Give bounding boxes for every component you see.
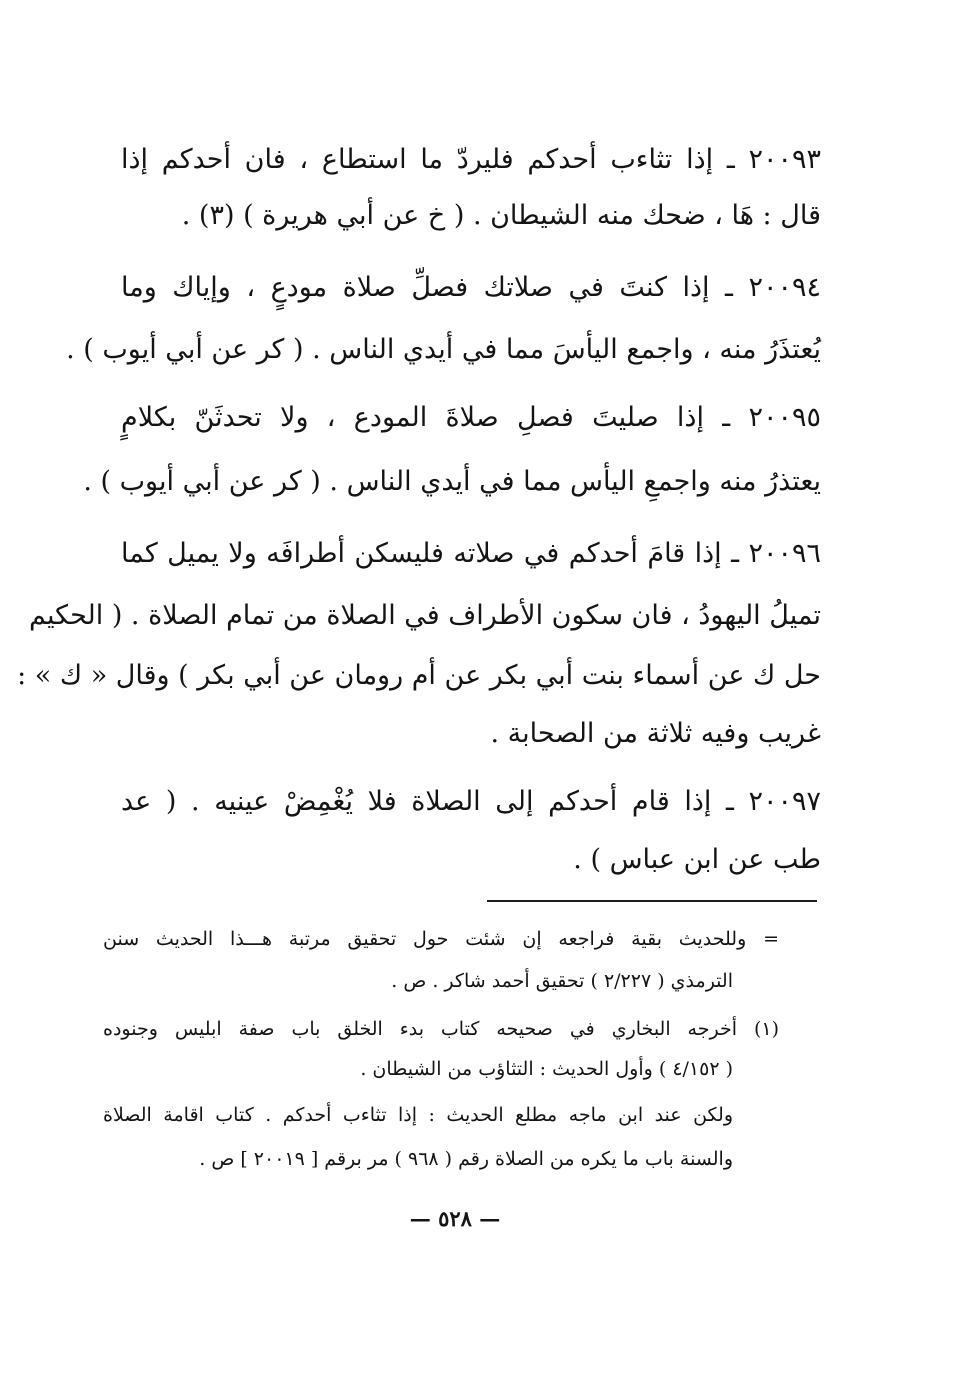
footnote-ibn-majah-line-1: ولكن عند ابن ماجه مطلع الحديث : إذا تثاءب أحدكم . كتاب اقامة الصلاة bbox=[103, 1104, 733, 1126]
hadith-20096-line-3: حل ك عن أسماء بنت أبي بكر عن أم رومان عن أبي بكر ) وقال « ك » : bbox=[17, 660, 821, 691]
hadith-20097-line-1: ٢٠٠٩٧ ـ إذا قام أحدكم إلى الصلاة فلا يُغْمِضْ عينيه . ( عد bbox=[121, 786, 821, 817]
hadith-20096-line-4: غريب وفيه ثلاثة من الصحابة . bbox=[490, 718, 821, 749]
hadith-20093-line-2: قال : هَا ، ضحك منه الشيطان . ( خ عن أبي هريرة ) (٣) . bbox=[181, 200, 821, 231]
footnote-ibn-majah-line-2: والسنة باب ما يكره من الصلاة رقم ( ٩٦٨ ) مر برقم [ ٢٠٠١٩ ] ص . bbox=[199, 1148, 733, 1170]
hadith-20094-line-2: يُعتذَرُ منه ، واجمع اليأسَ مما في أيدي الناس . ( كر عن أبي أيوب ) . bbox=[66, 334, 821, 365]
hadith-20096-line-1: ٢٠٠٩٦ ـ إذا قامَ أحدكم في صلاته فليسكن أطرافَه ولا يميل كما bbox=[121, 538, 821, 569]
hadith-20095-line-1: ٢٠٠٩٥ ـ إذا صليتَ فصلِ صلاةَ المودع ، ولا تحدثَنّ بكلامٍ bbox=[121, 402, 821, 433]
footnote-separator bbox=[487, 900, 817, 902]
page-number: — ٥٢٨ — bbox=[409, 1206, 501, 1231]
hadith-20095-line-2: يعتذرُ منه واجمعِ اليأس مما في أيدي الناس . ( كر عن أبي أيوب ) . bbox=[83, 466, 821, 497]
footnote-1-line-2: ( ٤/١٥٢ ) وأول الحديث : التثاؤب من الشيطان . bbox=[360, 1058, 733, 1080]
footnote-continuation-line-2: الترمذي ( ٢/٢٢٧ ) تحقيق أحمد شاكر . ص . bbox=[391, 970, 733, 992]
hadith-20096-line-2: تميلُ اليهودُ ، فان سكون الأطراف في الصلاة من تمام الصلاة . ( الحكيم bbox=[29, 600, 821, 631]
footnote-continuation-line-1: = وللحديث بقية فراجعه إن شئت حول تحقيق مرتبة هـــذا الحديث سنن bbox=[103, 928, 779, 950]
footnote-1-line-1: (١) أخرجه البخاري في صحيحه كتاب بدء الخلق باب صفة ابليس وجنوده bbox=[103, 1018, 779, 1040]
hadith-20093-line-1: ٢٠٠٩٣ ـ إذا تثاءب أحدكم فليردّ ما استطاع ، فان أحدكم إذا bbox=[121, 144, 821, 175]
hadith-20094-line-1: ٢٠٠٩٤ ـ إذا كنتَ في صلاتك فصلِّ صلاة مودعٍ ، وإياك وما bbox=[121, 272, 821, 303]
hadith-20097-line-2: طب عن ابن عباس ) . bbox=[573, 844, 821, 875]
